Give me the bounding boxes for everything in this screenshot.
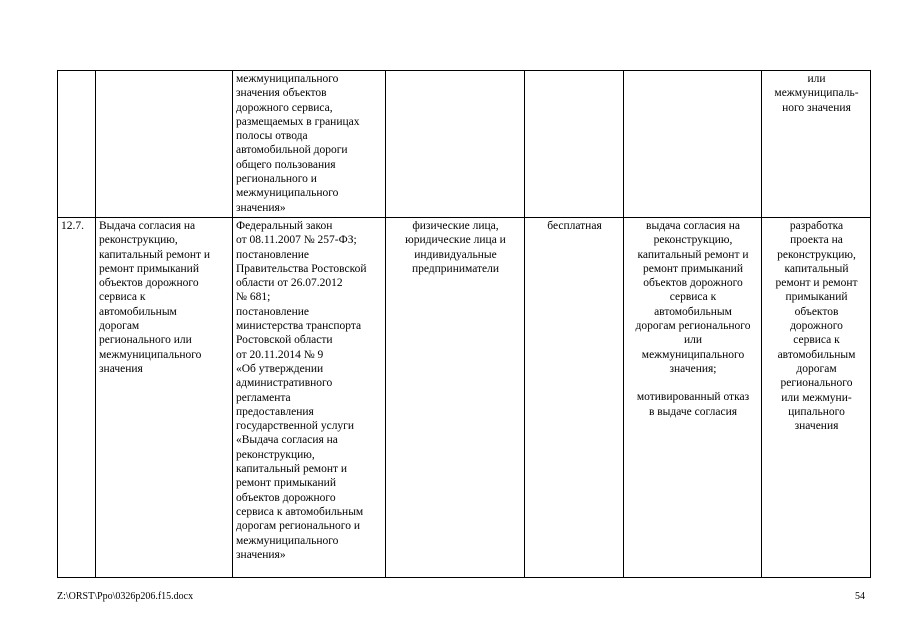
cell-number [58,218,96,578]
cell-result [624,218,762,578]
cell-applicants [386,71,525,218]
cell-text: или межмуниципаль- ного значения [774,73,859,114]
cell-result [624,71,762,218]
footer-page-number: 54 [855,591,865,602]
result-text: выдача согласия на реконструкцию, капитальный ремонт и ремонт примыканий объектов дорожного сервиса к автомобильным дорогам регионального или межмуниципального значения; [635,220,751,375]
cell-text: межмуниципального значения объектов дорожного сервиса, размещаемых в границах полосы отвода автомобильной дороги общего пользования регионального и межмуниципального значения» [236,73,360,214]
applicants-text: физические лица, юридические лица и индивидуальные предприниматели [405,220,506,275]
cell-applicants [386,218,525,578]
paragraph-gap [627,376,759,390]
refusal-text: мотивированный отказ в выдаче согласия [636,391,750,418]
service-name: Выдача согласия на реконструкцию, капитальный ремонт и ремонт примыканий объектов дорожного сервиса к автомобильным дорогам регионального или межмуниципального значения [99,220,211,375]
cell-payment [525,71,624,218]
cell-legal-basis [233,218,386,578]
cell-legal-basis [233,71,386,218]
cell-service [96,71,233,218]
required-services-text: разработка проекта на реконструкцию, капитальный ремонт и ремонт примыканий объектов дорожного сервиса к автомобильным дорогам регионального или межмуни- ципального значения [775,220,858,433]
table-row-12-7 [58,218,871,578]
cell-number [58,71,96,218]
footer-file-path: Z:\ORST\Ppo\0326p206.f15.docx [57,591,194,602]
cell-required-services [762,218,871,578]
row-number: 12.7. [61,220,84,232]
cell-service [96,218,233,578]
cell-required-services [762,71,871,218]
payment-text: бесплатная [547,220,602,232]
legal-basis-text: Федеральный закон от 08.11.2007 № 257-ФЗ; постановление Правительства Ростовской области от 26.07.2012 № 681; постановление министерства транспорта Ростовской области от 20.11.2014 № 9 «Об утверждении административного регламента предоставления государственной услуги «Выдача согласия на реконструкцию, капитальный ремонт и ремонт примыканий объектов дорожного сервиса к автомобильным дорогам регионального и межмуниципального значения» [236,220,367,561]
table-row-continuation [58,71,871,218]
cell-payment [525,218,624,578]
services-table [57,70,871,578]
